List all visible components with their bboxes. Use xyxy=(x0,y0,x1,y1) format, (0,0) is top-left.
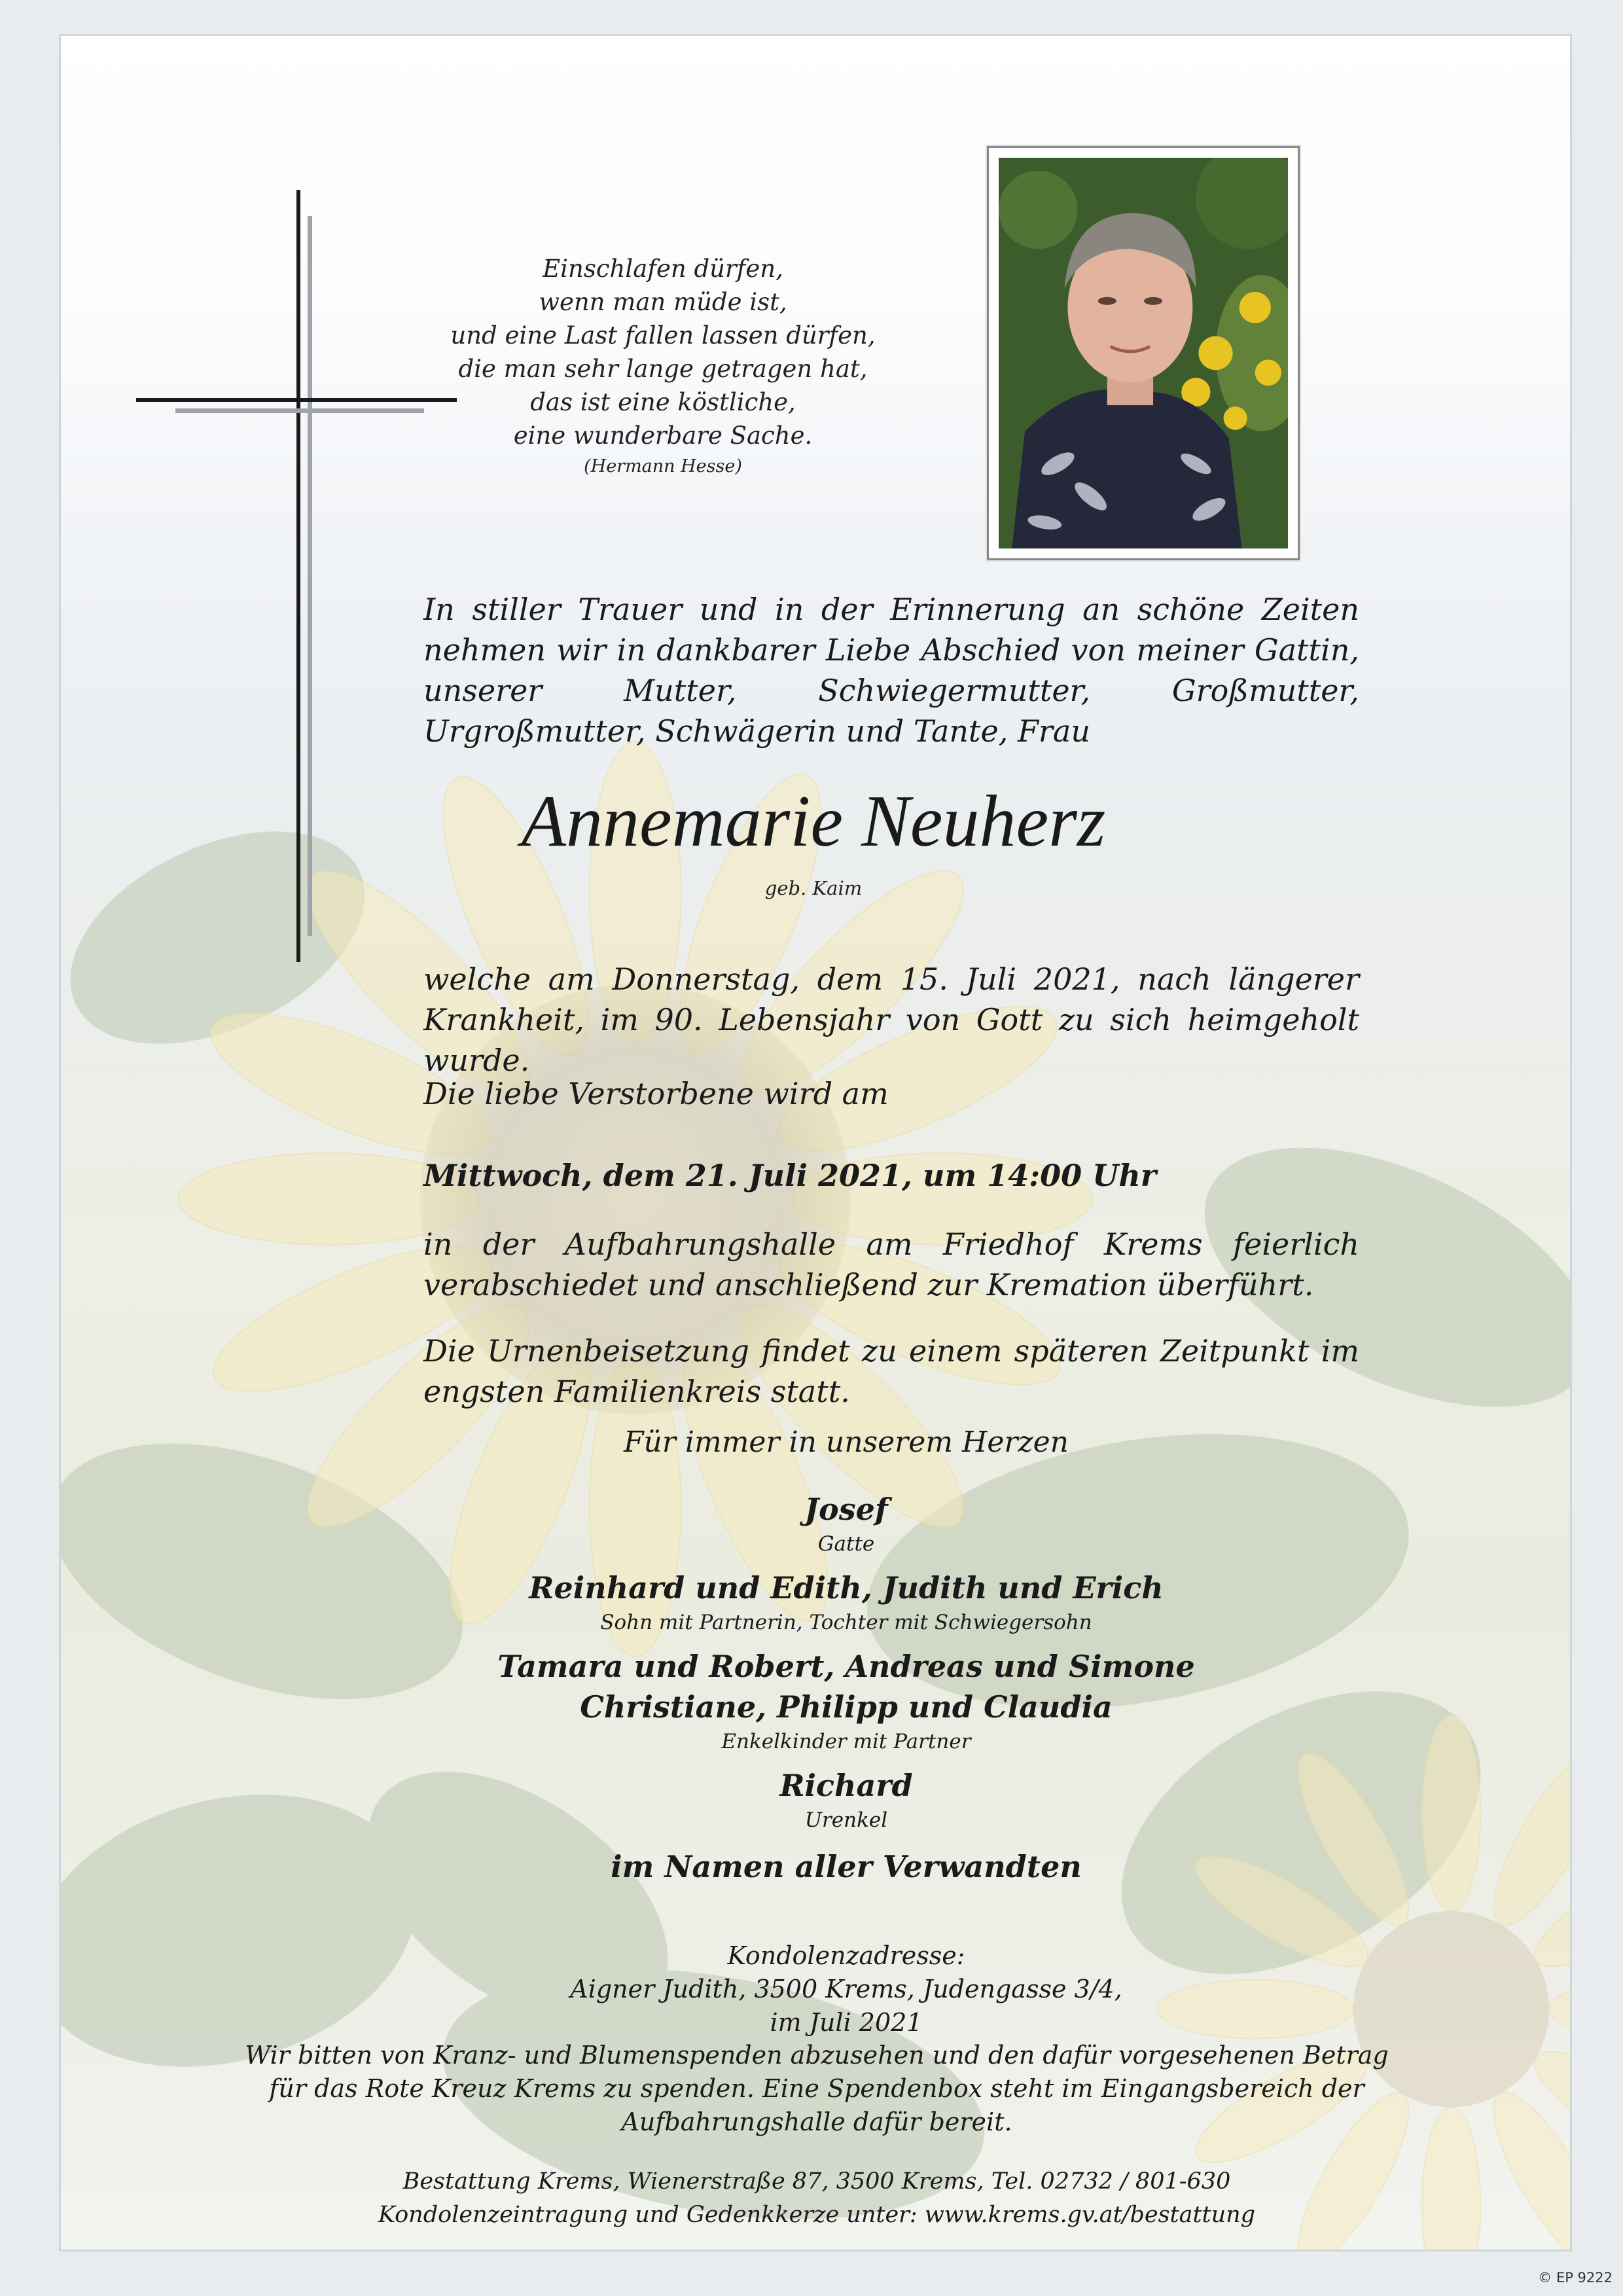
condolence-block xyxy=(486,1939,1206,2039)
portrait-photo xyxy=(999,158,1288,548)
donation-text xyxy=(192,2039,1442,2139)
print-code: © EP 9222 xyxy=(1538,2270,1613,2286)
family-names: Tamara und Robert, Andreas und Simone xyxy=(497,1649,1195,1684)
portrait-photo-image xyxy=(999,158,1288,548)
relatives-line: im Namen aller Verwandten xyxy=(611,1849,1082,1884)
condolence-label: Kondolenzadresse: xyxy=(727,1941,965,1970)
family-names: Reinhard und Edith, Judith und Erich xyxy=(529,1570,1164,1605)
condolence-date: im Juli 2021 xyxy=(770,2008,923,2037)
donation-line: für das Rote Kreuz Krems zu spenden. Eine Spendenbox steht im Eingangsbereich der xyxy=(269,2074,1364,2103)
portrait-photo-frame xyxy=(987,146,1300,560)
family-relation: Gatte xyxy=(817,1532,875,1556)
family-entry xyxy=(421,1489,1272,1558)
family-relation: Urenkel xyxy=(804,1808,888,1832)
family-entry xyxy=(421,1568,1272,1637)
donation-line: Aufbahrungshalle dafür bereit. xyxy=(621,2108,1012,2136)
deceased-name: Annemarie Neuherz xyxy=(521,781,1106,862)
family-entry xyxy=(421,1646,1272,1756)
quote-line: Einschlafen dürfen, xyxy=(543,255,783,283)
quote-line: wenn man müde ist, xyxy=(539,288,787,316)
quote-line: eine wunderbare Sache. xyxy=(513,422,813,450)
parte-sheet xyxy=(59,34,1572,2251)
footer-line: Bestattung Krems, Wienerstraße 87, 3500 Krems, Tel. 02732 / 801-630 xyxy=(402,2168,1231,2195)
donation-line: Wir bitten von Kranz- und Blumenspenden abzusehen und den dafür vorgesehenen Betrag xyxy=(245,2041,1389,2070)
quote-line: und eine Last fallen lassen dürfen, xyxy=(450,321,876,350)
birth-name: geb. Kaim xyxy=(764,877,863,899)
ceremony-date: Mittwoch, dem 21. Juli 2021, um 14:00 Uhr xyxy=(423,1158,1156,1193)
ceremony-text: in der Aufbahrungshalle am Friedhof Krems feierlich verabschiedet und anschließend zur Kremation überführt. xyxy=(423,1227,1359,1302)
family-entry xyxy=(421,1765,1272,1835)
family-relation: Enkelkinder mit Partner xyxy=(721,1730,971,1753)
farewell-intro: Die liebe Verstorbene wird am xyxy=(423,1076,889,1111)
family-names: Christiane, Philipp und Claudia xyxy=(580,1689,1113,1725)
death-text: welche am Donnerstag, dem 15. Juli 2021, nach längerer Krankheit, im 90. Lebensjahr von Gott zu sich heimgeholt wurde. xyxy=(423,961,1359,1078)
quote-line: das ist eine köstliche, xyxy=(530,388,796,416)
family-names: Richard xyxy=(779,1768,913,1803)
quote-line: die man sehr lange getragen hat, xyxy=(458,355,868,383)
condolence-address: Aigner Judith, 3500 Krems, Judengasse 3/4, xyxy=(570,1975,1122,2003)
family-relation: Sohn mit Partnerin, Tochter mit Schwiegersohn xyxy=(600,1611,1092,1634)
family-names: Josef xyxy=(804,1492,888,1527)
urn-text: Die Urnenbeisetzung findet zu einem späteren Zeitpunkt im engsten Familienkreis statt. xyxy=(423,1333,1359,1409)
family-list xyxy=(421,1489,1272,1887)
footer-line: Kondolenzeintragung und Gedenkkerze unter: www.krems.gv.at/bestattung xyxy=(378,2202,1256,2228)
intro-text: In stiller Trauer und in der Erinnerung an schöne Zeiten nehmen wir in dankbarer Liebe Abschied von meiner Gattin, unserer Mutter, Schwiegermutter, Großmutter, Urgroßmutter, Schwägerin und Tante, Frau xyxy=(423,592,1359,749)
memorial-quote xyxy=(401,252,925,481)
quote-source: (Hermann Hesse) xyxy=(584,456,742,476)
heart-line: Für immer in unserem Herzen xyxy=(624,1426,1069,1459)
funeral-home-footer xyxy=(257,2165,1376,2232)
